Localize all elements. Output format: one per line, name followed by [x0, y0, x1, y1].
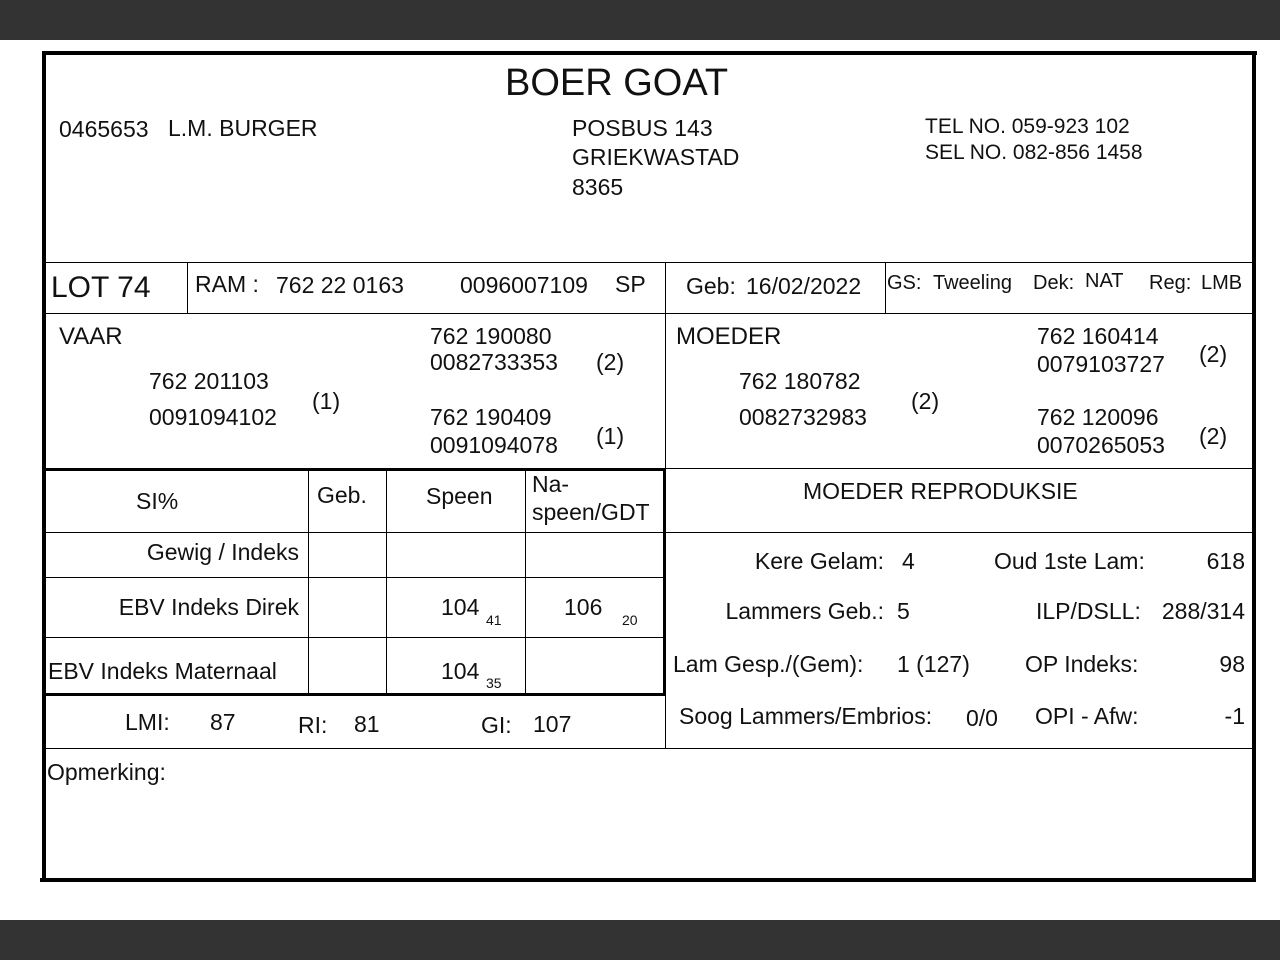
- address-line-3: 8365: [572, 174, 624, 200]
- moeder-sire-number: 0079103727: [1037, 351, 1165, 377]
- lammers-label: Lammers Geb.:: [725, 598, 884, 624]
- geb-label: Geb:: [686, 273, 736, 299]
- owner-id: 0465653: [59, 116, 149, 142]
- ebv-maternaal-speen-sub: 35: [486, 675, 502, 691]
- vline-lot: [187, 262, 188, 313]
- divider-info-top: [44, 262, 1254, 263]
- divider-pedigree-bottom-left: [44, 468, 666, 471]
- gi-value: 107: [533, 711, 572, 737]
- vline-pedigree-center: [665, 313, 666, 468]
- oud-label: Oud 1ste Lam:: [994, 548, 1145, 574]
- naspeen-header-line2: speen/GDT: [532, 499, 650, 525]
- divider-indices-bottom: [44, 748, 1254, 749]
- reg-value: LMB: [1201, 272, 1243, 294]
- kere-value: 4: [902, 548, 915, 574]
- moeder-dam-id: 762 120096: [1037, 404, 1159, 430]
- vaar-sire-number: 0082733353: [430, 349, 558, 375]
- op-label: OP Indeks:: [1025, 651, 1139, 677]
- card-title: BOER GOAT: [505, 62, 729, 104]
- ebv-direk-naspeen-sub: 20: [622, 612, 638, 628]
- ilp-value: 288/314: [1161, 598, 1245, 624]
- ram-label: RAM :: [195, 271, 259, 297]
- divider-pedigree-bottom-right: [666, 468, 1254, 469]
- vaar-dam-number: 0091094078: [430, 432, 558, 458]
- address-line-1: POSBUS 143: [572, 115, 713, 141]
- row-label-ebv-direk: EBV Indeks Direk: [118, 594, 299, 620]
- divider-row-2: [44, 637, 666, 638]
- ram-suffix: SP: [615, 271, 646, 297]
- dek-label: Dek:: [1033, 272, 1075, 294]
- lot-number: LOT 74: [51, 271, 151, 304]
- vaar-dam-rank: (1): [596, 423, 625, 449]
- geb-header: Geb.: [317, 482, 367, 508]
- moeder-sire-rank: (2): [1199, 341, 1228, 367]
- gs-value: Tweeling: [933, 272, 1012, 294]
- soog-label: Soog Lammers/Embrios:: [679, 703, 933, 729]
- naspeen-header-line1: Na-: [532, 471, 570, 497]
- moeder-sire-id: 762 160414: [1037, 323, 1159, 349]
- moeder-dam-rank: (2): [1199, 423, 1228, 449]
- geb-date: 16/02/2022: [746, 273, 862, 299]
- row-label-gewig: Gewig / Indeks: [146, 539, 299, 565]
- address-line-2: GRIEKWASTAD: [572, 144, 740, 170]
- owner-name: L.M. BURGER: [168, 115, 318, 141]
- vline-indices-right: [665, 696, 666, 748]
- ri-value: 81: [354, 711, 380, 737]
- tel-number: TEL NO. 059-923 102: [925, 115, 1130, 138]
- ebv-direk-speen: 104: [441, 594, 480, 620]
- remark-label: Opmerking:: [47, 759, 166, 785]
- moeder-dam-number: 0070265053: [1037, 432, 1165, 458]
- ram-id: 762 22 0163: [276, 272, 404, 298]
- gi-label: GI:: [481, 712, 512, 738]
- kere-label: Kere Gelam:: [754, 548, 884, 574]
- ebv-direk-speen-sub: 41: [486, 612, 502, 628]
- opi-label: OPI - Afw:: [1035, 703, 1139, 729]
- moeder-number: 0082732983: [739, 404, 867, 430]
- gesp-label: Lam Gesp./(Gem):: [673, 651, 864, 677]
- sel-number: SEL NO. 082-856 1458: [925, 141, 1143, 164]
- lammers-value: 5: [897, 598, 910, 624]
- lmi-value: 87: [210, 709, 236, 735]
- ilp-label: ILP/DSLL:: [1036, 598, 1141, 624]
- opi-value: -1: [1224, 703, 1245, 729]
- ram-number: 0096007109: [460, 272, 588, 298]
- vaar-sire-rank: (2): [596, 349, 625, 375]
- moeder-id: 762 180782: [739, 368, 861, 394]
- divider-table-header: [44, 532, 1254, 533]
- moeder-rank: (2): [911, 388, 940, 414]
- row-label-ebv-maternaal: EBV Indeks Maternaal: [48, 658, 277, 684]
- vline-table-right: [663, 470, 666, 696]
- vline-gs: [885, 262, 886, 313]
- reg-label: Reg:: [1149, 272, 1192, 294]
- moeder-label: MOEDER: [676, 323, 782, 350]
- vline-table-col1: [308, 470, 309, 694]
- vline-table-col2: [386, 470, 387, 694]
- oud-value: 618: [1206, 548, 1245, 574]
- divider-info-bottom: [44, 313, 1254, 314]
- speen-header: Speen: [426, 483, 493, 509]
- divider-table-bottom: [44, 693, 666, 696]
- card-border-right: [1252, 51, 1256, 882]
- vaar-number: 0091094102: [149, 404, 277, 430]
- lmi-label: LMI:: [125, 709, 170, 735]
- ri-label: RI:: [298, 712, 328, 738]
- gesp-value: 1 (127): [897, 651, 970, 677]
- gs-label: GS:: [887, 272, 922, 294]
- ebv-direk-naspeen: 106: [564, 594, 603, 620]
- card-border-bottom: [40, 878, 1256, 882]
- card-border-top: [42, 51, 1257, 55]
- vaar-label: VAAR: [59, 323, 123, 350]
- si-header: SI%: [136, 488, 179, 514]
- reproduction-title: MOEDER REPRODUKSIE: [803, 478, 1078, 504]
- vline-geb: [665, 262, 666, 313]
- vaar-rank: (1): [312, 388, 341, 414]
- card-border-left: [42, 51, 46, 882]
- vaar-id: 762 201103: [149, 368, 269, 394]
- op-value: 98: [1219, 651, 1245, 677]
- dek-value: NAT: [1085, 270, 1124, 292]
- soog-value: 0/0: [966, 705, 998, 731]
- vaar-dam-id: 762 190409: [430, 404, 552, 430]
- ebv-maternaal-speen: 104: [441, 658, 480, 684]
- vline-table-col3: [525, 470, 526, 694]
- divider-row-1: [44, 577, 666, 578]
- vaar-sire-id: 762 190080: [430, 323, 552, 349]
